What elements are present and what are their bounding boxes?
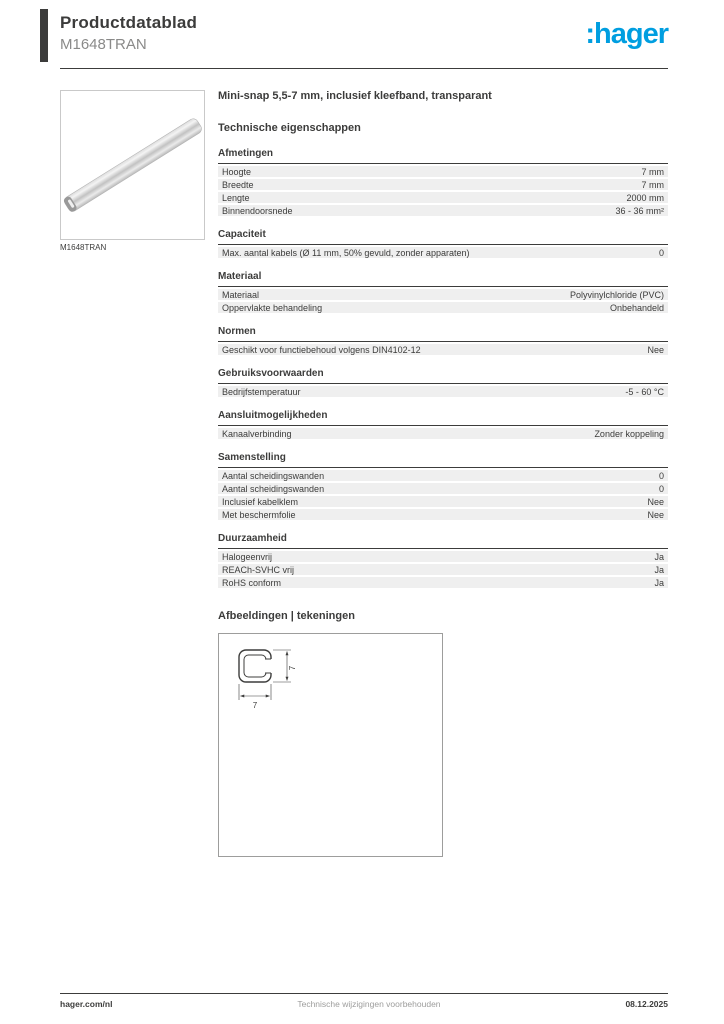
spec-row — [218, 551, 668, 562]
footer — [60, 993, 668, 1009]
spec-section-afmetingen — [218, 148, 668, 216]
spec-label: Bedrijfstemperatuur — [222, 386, 301, 397]
spec-value: Nee — [647, 344, 664, 355]
section-title: Afmetingen — [218, 148, 668, 164]
spec-label: Oppervlakte behandeling — [222, 302, 323, 313]
spec-row — [218, 192, 668, 203]
spec-label: Halogeenvrij — [222, 551, 273, 562]
hager-logo: :hager — [585, 18, 668, 50]
spec-label: Hoogte — [222, 166, 252, 177]
dimension-height-label: 7 — [288, 665, 297, 671]
spec-row — [218, 166, 668, 177]
spec-label: Aantal scheidingswanden — [222, 483, 325, 494]
spec-row — [218, 344, 668, 355]
section-title: Duurzaamheid — [218, 533, 668, 549]
profile-outline — [239, 650, 273, 682]
spec-value: Nee — [647, 496, 664, 507]
header-divider — [60, 68, 668, 69]
footer-date: 08.12.2025 — [625, 999, 668, 1009]
spec-section-capaciteit — [218, 229, 668, 258]
spec-label: REACh-SVHC vrij — [222, 564, 295, 575]
spec-section-materiaal — [218, 271, 668, 313]
footer-site-link[interactable]: hager.com/nl — [60, 999, 113, 1009]
spec-value: 7 mm — [641, 166, 664, 177]
spec-row — [218, 470, 668, 481]
section-title: Gebruiksvoorwaarden — [218, 368, 668, 384]
spec-value: Nee — [647, 509, 664, 520]
spec-value: 0 — [658, 470, 664, 481]
spec-value: 36 - 36 mm² — [615, 205, 664, 216]
spec-label: Binnendoorsnede — [222, 205, 293, 216]
spec-row — [218, 577, 668, 588]
header-accent-bar — [40, 9, 48, 62]
spec-label: Breedte — [222, 179, 254, 190]
spec-label: Max. aantal kabels (Ø 11 mm, 50% gevuld, zonder apparaten) — [222, 247, 470, 258]
spec-value: Onbehandeld — [609, 302, 664, 313]
spec-row — [218, 289, 668, 300]
spec-section-samenstelling — [218, 452, 668, 520]
section-title: Materiaal — [218, 271, 668, 287]
spec-section-gebruiksvoorwaarden — [218, 368, 668, 397]
spec-row — [218, 302, 668, 313]
spec-row — [218, 483, 668, 494]
spec-section-aansluitmogelijkheden — [218, 410, 668, 439]
section-title: Samenstelling — [218, 452, 668, 468]
spec-row — [218, 496, 668, 507]
dimension-width-label: 7 — [252, 701, 258, 710]
dimension-width — [239, 684, 271, 700]
spec-value: Ja — [654, 564, 664, 575]
spec-section-duurzaamheid — [218, 533, 668, 588]
spec-label: RoHS conform — [222, 577, 282, 588]
spec-section-normen — [218, 326, 668, 355]
product-image-caption: M1648TRAN — [60, 243, 107, 252]
spec-value: Polyvinylchloride (PVC) — [569, 289, 664, 300]
spec-value: 0 — [658, 247, 664, 258]
spec-row — [218, 247, 668, 258]
spec-row — [218, 205, 668, 216]
mini-snap-tube — [63, 117, 202, 213]
product-image-box — [60, 90, 205, 240]
spec-label: Lengte — [222, 192, 250, 203]
content-column — [218, 90, 668, 857]
spec-label: Geschikt voor functiebehoud volgens DIN4102-12 — [222, 344, 421, 355]
spec-row — [218, 564, 668, 575]
spec-row — [218, 509, 668, 520]
technical-drawing — [219, 634, 440, 854]
section-title: Normen — [218, 326, 668, 342]
spec-row — [218, 179, 668, 190]
spec-label: Aantal scheidingswanden — [222, 470, 325, 481]
section-title: Capaciteit — [218, 229, 668, 245]
drawing-box — [218, 633, 443, 857]
product-name: Mini-snap 5,5-7 mm, inclusief kleefband, transparant — [218, 90, 492, 102]
spec-row — [218, 386, 668, 397]
spec-value: 7 mm — [641, 179, 664, 190]
drawings-heading: Afbeeldingen | tekeningen — [218, 610, 355, 622]
page-title: Productdatablad — [60, 13, 198, 32]
spec-value: Ja — [654, 577, 664, 588]
product-photo — [63, 93, 202, 237]
spec-label: Inclusief kabelklem — [222, 496, 299, 507]
spec-value: Ja — [654, 551, 664, 562]
footer-notice: Technische wijzigingen voorbehouden — [297, 999, 441, 1009]
spec-label: Materiaal — [222, 289, 260, 300]
spec-value: 0 — [658, 483, 664, 494]
spec-value: 2000 mm — [626, 192, 664, 203]
spec-row — [218, 428, 668, 439]
header-product-id: M1648TRAN — [60, 36, 147, 53]
spec-value: Zonder koppeling — [594, 428, 664, 439]
spec-label: Kanaalverbinding — [222, 428, 292, 439]
specs-heading: Technische eigenschappen — [218, 122, 361, 134]
section-title: Aansluitmogelijkheden — [218, 410, 668, 426]
spec-label: Met beschermfolie — [222, 509, 296, 520]
spec-value: -5 - 60 °C — [625, 386, 664, 397]
